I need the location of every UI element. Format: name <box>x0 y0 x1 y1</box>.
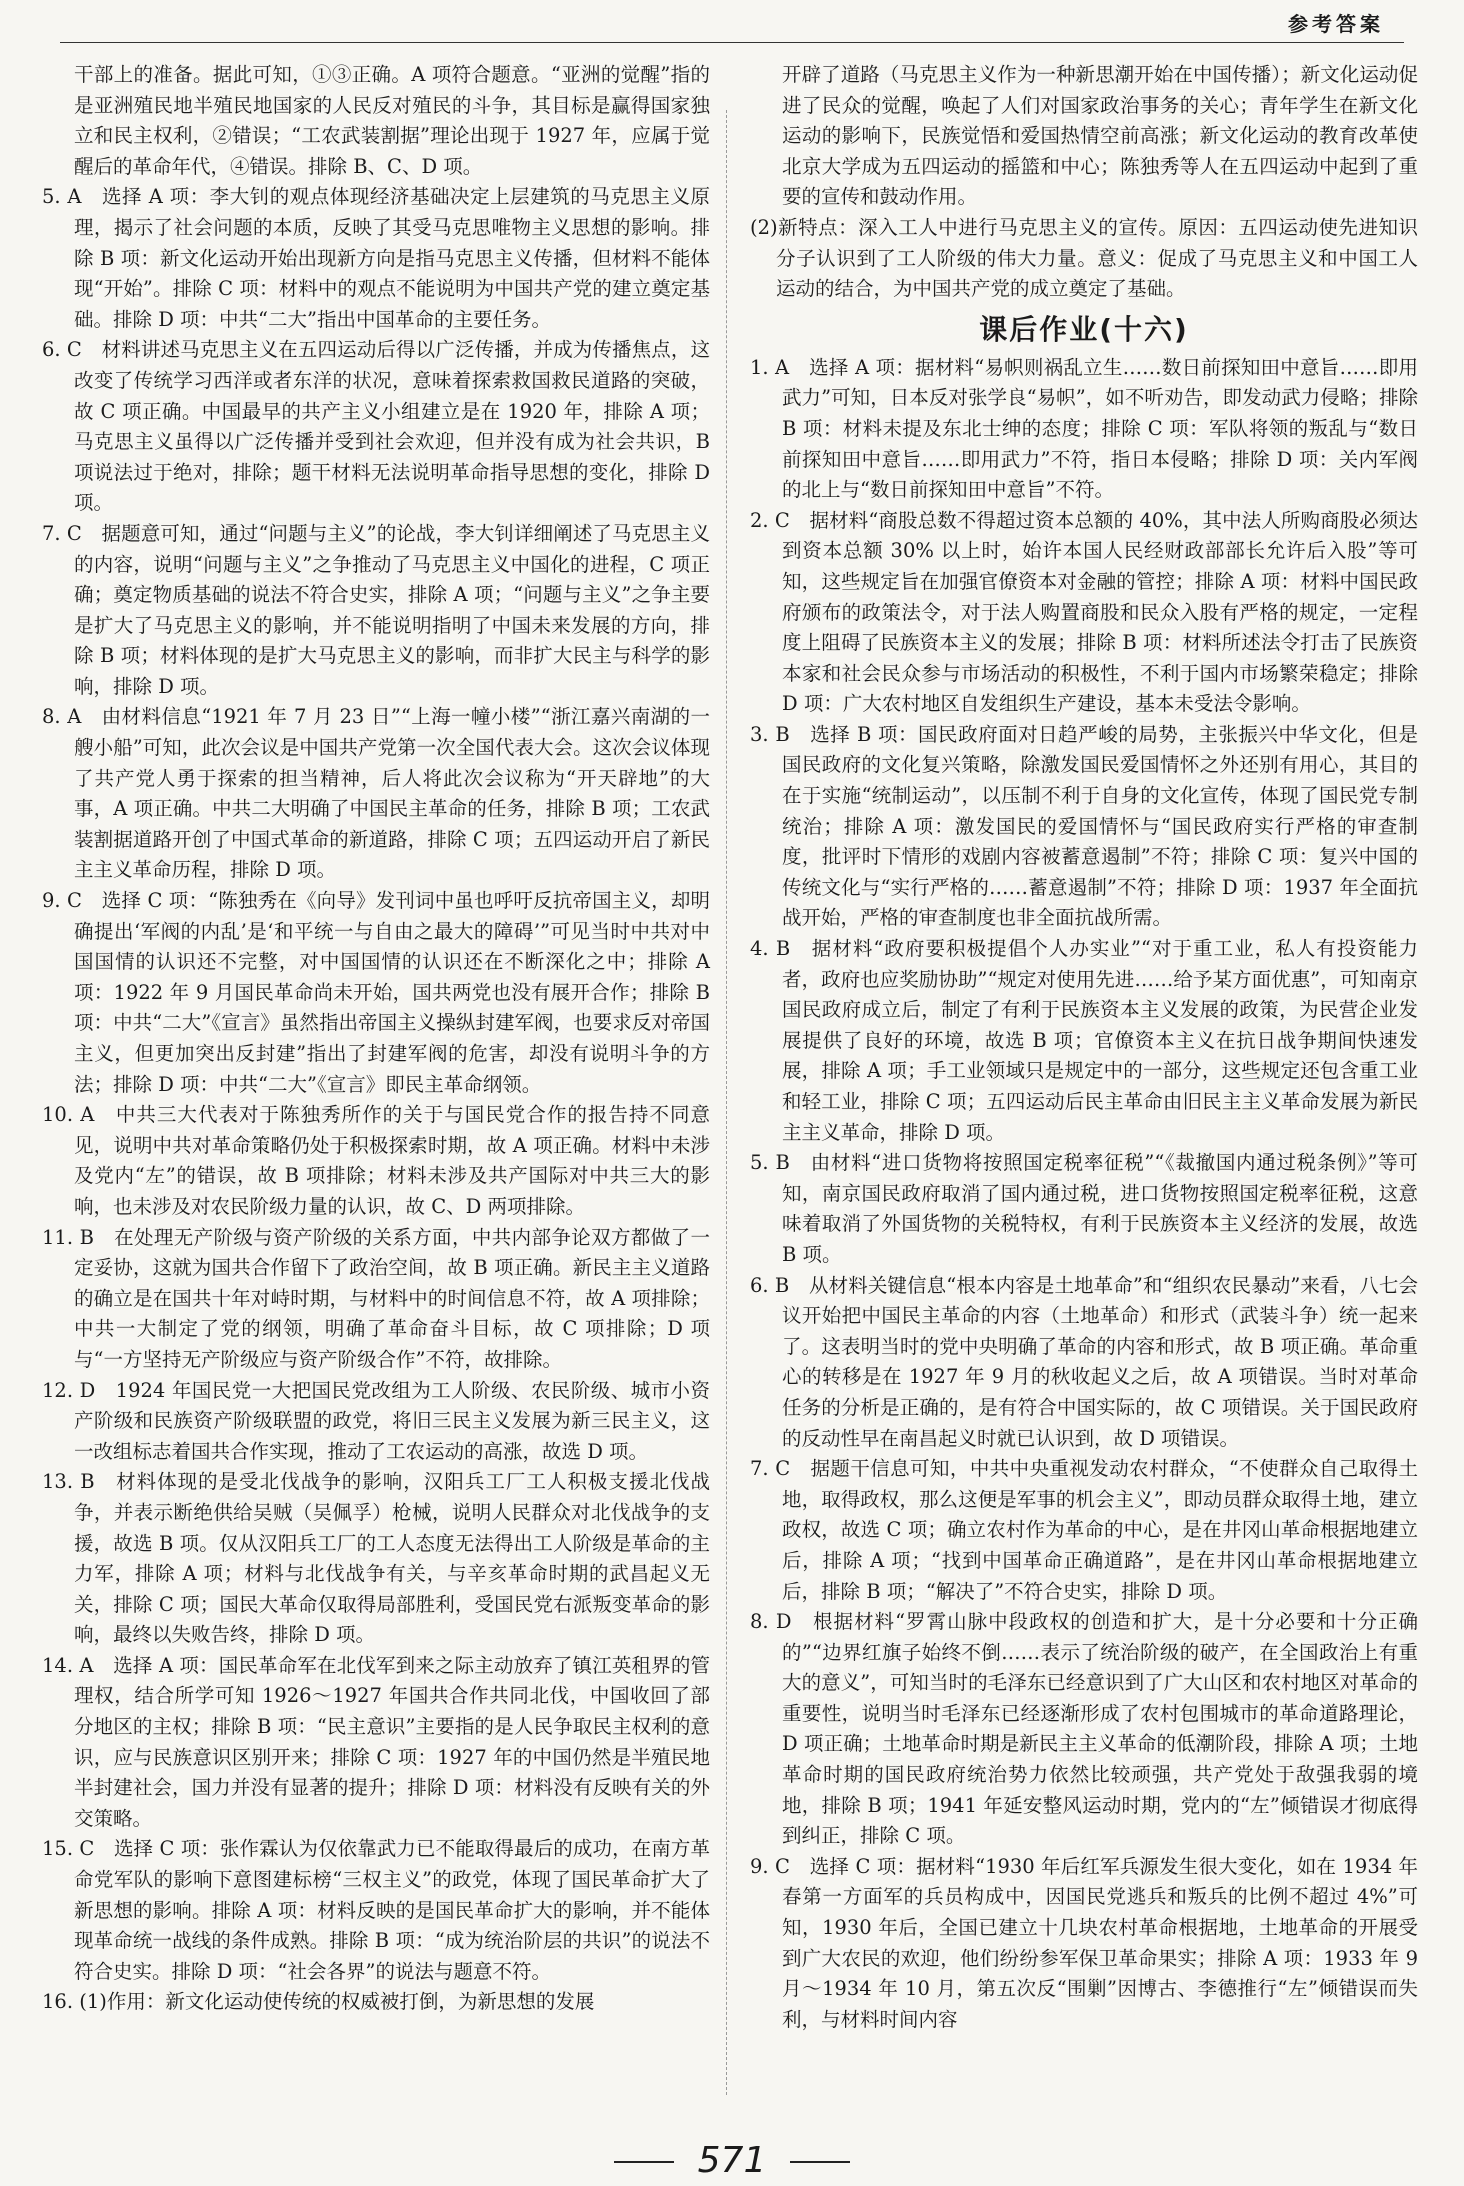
left-column <box>42 60 710 2018</box>
answer-item: 5. B 由材料“进口货物将按照国定税率征税”“《裁撤国内通过税条例》”等可知，南京国民政府取消了国内通过税，进口货物按照国定税率征税，这意味着取消了外国货物的关税特权，有利于民族资本主义经济的发展，故选 B 项。 <box>750 1151 1418 1266</box>
right-column-bottom <box>750 353 1418 2036</box>
answer-item: 8. D 根据材料“罗霄山脉中段政权的创造和扩大，是十分必要和十分正确的”“边界红旗子始终不倒……表示了统治阶级的破产，在全国政治上有重大的意义”，可知当时的毛泽东已经意识到了广大山区和农村地区对革命的重要性，说明当时毛泽东已经逐渐形成了农村包围城市的革命道路理论，D 项正确；土地革命时期是新民主主义革命的低潮阶段，排除 A 项；土地革命时期的国民政府统治势力依然比较顽强，共产党处于敌强我弱的境地，排除 B 项；1941 年延安整风运动时期，党内的“左”倾错误才彻底得到纠正，排除 C 项。 <box>750 1610 1418 1848</box>
answer-item: 3. B 选择 B 项：国民政府面对日趋严峻的局势，主张振兴中华文化，但是国民政府的文化复兴策略，除激发国民爱国情怀之外还别有用心，其目的在于实施“统制运动”，以压制不利于自身的文化宣传，体现了国民党专制统治；排除 A 项：激发国民的爱国情怀与“国民政府实行严格的审查制度，批评时下情形的戏剧内容被蓄意遏制”不符；排除 C 项：复兴中国的传统文化与“实行严格的……蓄意遏制”不符；排除 D 项：1937 年全面抗战开始，严格的审查制度也非全面抗战所需。 <box>750 722 1418 930</box>
right-column-top <box>750 60 1418 305</box>
answer-item: 9. C 选择 C 项：据材料“1930 年后红军兵源发生很大变化，如在 1934 年春第一方面军的兵员构成中，因国民党逃兵和叛兵的比例不超过 4%”可知，1930 年后，全国已建立十几块农村革命根据地，土地革命的开展受到广大农民的欢迎，他们纷纷参军保卫革命果实；排除 A 项：1933 年 9 月～1934 年 10 月，第五次反“围剿”因博古、李德推行“左”倾错误而失利，与材料时间内容 <box>750 1854 1418 2031</box>
answer-item: 6. B 从材料关键信息“根本内容是土地革命”和“组织农民暴动”来看，八七会议开始把中国民主革命的内容（土地革命）和形式（武装斗争）统一起来了。这表明当时的党中央明确了革命的内容和形式，故 B 项正确。革命重心的转移是在 1927 年 9 月的秋收起义之后，故 A 项错误。当时对革命任务的分析是正确的，是有符合中国实际的，故 C 项错误。关于国民政府的反动性早在南昌起义时就已认识到，故 D 项错误。 <box>750 1273 1418 1450</box>
answer-item: 7. C 据题意可知，通过“问题与主义”的论战，李大钊详细阐述了马克思主义的内容，说明“问题与主义”之争推动了马克思主义中国化的进程，C 项正确；奠定物质基础的说法不符合史实，排除 A 项；“问题与主义”之争主要是扩大了马克思主义的影响，并不能说明指明了中国未来发展的方向，排除 B 项；材料体现的是扩大马克思主义的影响，而非扩大民主与科学的影响，排除 D 项。 <box>42 521 710 698</box>
answer-item: 11. B 在处理无产阶级与资产阶级的关系方面，中共内部争论双方都做了一定妥协，这就为国共合作留下了政治空间，故 B 项正确。新民主主义道路的确立是在国共十年对峙时期，与材料中的时间信息不符，故 A 项排除；中共一大制定了党的纲领，明确了革命奋斗目标，故 C 项排除；D 项与“一方坚持无产阶级应与资产阶级合作”不符，故排除。 <box>42 1225 710 1371</box>
answer-item: 6. C 材料讲述马克思主义在五四运动后得以广泛传播，并成为传播焦点，这改变了传统学习西洋或者东洋的状况，意味着探索救国救民道路的突破，故 C 项正确。中国最早的共产主义小组建立是在 1920 年，排除 A 项；马克思主义虽得以广泛传播并受到社会欢迎，但并没有成为社会共识，B 项说法过于绝对，排除；题干材料无法说明革命指导思想的变化，排除 D 项。 <box>42 338 710 515</box>
answer-item: 15. C 选择 C 项：张作霖认为仅依靠武力已不能取得最后的成功，在南方革命党军队的影响下意图建标榜“三权主义”的政党，体现了国民革命扩大了新思想的影响。排除 A 项：材料反映的是国民革命扩大的影响，并不能体现革命统一战线的条件成熟。排除 B 项：“成为统治阶层的共识”的说法不符合史实。排除 D 项：“社会各界”的说法与题意不符。 <box>42 1837 710 1983</box>
answer-item: 7. C 据题干信息可知，中共中央重视发动农村群众，“不使群众自己取得土地，取得政权，那么这便是军事的机会主义”，即动员群众取得土地，建立政权，故选 C 项；确立农村作为革命的中心，是在井冈山革命根据地建立后，排除 A 项；“找到中国革命正确道路”，是在井冈山革命根据地建立后，排除 B 项；“解决了”不符合史实，排除 D 项。 <box>750 1457 1418 1603</box>
page-footer <box>0 2140 1464 2181</box>
answer-item: 12. D 1924 年国民党一大把国民党改组为工人阶级、农民阶级、城市小资产阶级和民族资产阶级联盟的政党，将旧三民主义发展为新三民主义，这一改组标志着国共合作实现，推动了工农运动的高涨，故选 D 项。 <box>42 1378 710 1463</box>
column-divider <box>726 110 727 2095</box>
answer-item: 2. C 据材料“商股总数不得超过资本总额的 40%，其中法人所购商股必须达到资本总额 30% 以上时，始许本国人民经财政部部长允许后入股”等可知，这些规定旨在加强官僚资本对金融的管控；排除 A 项：材料中国民政府颁布的政策法令，对于法人购置商股和民众入股有严格的规定，一定程度上阻碍了民族资本主义的发展；排除 B 项：材料所述法令打击了民族资本家和社会民众参与市场活动的积极性，不利于国内市场繁荣稳定；排除 D 项：广大农村地区自发组织生产建设，基本未受法令影响。 <box>750 508 1418 716</box>
answer-item: 14. A 选择 A 项：国民革命军在北伐军到来之际主动放弃了镇江英租界的管理权，结合所学可知 1926～1927 年国共合作共同北伐，中国收回了部分地区的主权；排除 B 项：“民主意识”主要指的是人民争取民主权利的意识，应与民族意识区别开来；排除 C 项：1927 年的中国仍然是半殖民地半封建社会，国力并没有显著的提升；排除 D 项：材料没有反映有关的外交策略。 <box>42 1653 710 1830</box>
answer-item: 10. A 中共三大代表对于陈独秀所作的关于与国民党合作的报告持不同意见，说明中共对革命策略仍处于积极探索时期，故 A 项正确。材料中未涉及党内“左”的错误，故 B 项排除；材料未涉及共产国际对中共三大的影响，也未涉及对农民阶级力量的认识，故 C、D 两项排除。 <box>42 1103 710 1218</box>
answer-paragraph: (2)新特点：深入工人中进行马克思主义的宣传。原因：五四运动使先进知识分子认识到了工人阶级的伟大力量。意义：促成了马克思主义和中国工人运动的结合，为中国共产党的成立奠定了基础。 <box>750 215 1418 301</box>
footer-dash-left <box>614 2161 674 2163</box>
answer-item: 16. (1)作用：新文化运动使传统的权威被打倒，为新思想的发展 <box>42 1990 595 2014</box>
answer-paragraph: 干部上的准备。据此可知，①③正确。A 项符合题意。“亚洲的觉醒”指的是亚洲殖民地半殖民地国家的人民反对殖民的斗争，其目标是赢得国家独立和民主权利，②错误；“工农武装割据”理论出现于 1927 年，应属于觉醒后的革命年代，④错误。排除 B、C、D 项。 <box>74 63 710 178</box>
answer-paragraph: 开辟了道路（马克思主义作为一种新思潮开始在中国传播）；新文化运动促进了民众的觉醒，唤起了人们对国家政治事务的关心；青年学生在新文化运动的影响下，民族觉悟和爱国热情空前高涨；新文化运动的教育改革使北京大学成为五四运动的摇篮和中心；陈独秀等人在五四运动中起到了重要的宣传和鼓动作用。 <box>782 63 1418 209</box>
section-title: 课后作业(十六) <box>979 312 1189 346</box>
answer-item: 9. C 选择 C 项：“陈独秀在《向导》发刊词中虽也呼吁反抗帝国主义，却明确提出‘军阀的内乱’是‘和平统一与自由之最大的障碍’”可见当时中共对中国国情的认识还不完整，对中国国情的认识还在不断深化之中；排除 A 项：1922 年 9 月国民革命尚未开始，国共两党也没有展开合作；排除 B 项：中共“二大”《宣言》虽然指出帝国主义操纵封建军阀，也要求反对帝国主义，但更加突出反封建”指出了封建军阀的危害，却没有说明斗争的方法；排除 D 项：中共“二大”《宣言》即民主革命纲领。 <box>42 889 710 1096</box>
answer-item: 8. A 由材料信息“1921 年 7 月 23 日”“上海一幢小楼”“浙江嘉兴南湖的一艘小船”可知，此次会议是中国共产党第一次全国代表大会。这次会议体现了共产党人勇于探索的担当精神，后人将此次会议称为“开天辟地”的大事，A 项正确。中共二大明确了中国民主革命的任务，排除 B 项；工农武装割据道路开创了中国式革命的新道路，排除 C 项；五四运动开启了新民主主义革命历程，排除 D 项。 <box>42 705 710 882</box>
answer-item: 4. B 据材料“政府要积极提倡个人办实业”“对于重工业，私人有投资能力者，政府也应奖励协助”“规定对使用先进……给予某方面优惠”，可知南京国民政府成立后，制定了有利于民族资本主义发展的政策，为民营企业发展提供了良好的环境，故选 B 项；官僚资本主义在抗日战争期间快速发展，排除 A 项；手工业领域只是规定中的一部分，这些规定还包含重工业和轻工业，排除 C 项；五四运动后民主革命由旧民主主义革命发展为新民主主义革命，排除 D 项。 <box>750 937 1418 1144</box>
answer-item: 1. A 选择 A 项：据材料“易帜则祸乱立生……数日前探知田中意旨……即用武力”可知，日本反对张学良“易帜”，如不听劝告，即发动武力侵略；排除 B 项：材料未提及东北士绅的态度；排除 C 项：军队将领的叛乱与“数日前探知田中意旨……即用武力”不符，指日本侵略；排除 D 项：关内军阀的北上与“数日前探知田中意旨”不符。 <box>750 355 1418 502</box>
page-number: 571 <box>697 2140 767 2181</box>
answer-item: 13. B 材料体现的是受北伐战争的影响，汉阳兵工厂工人积极支援北伐战争，并表示断绝供给吴贼（吴佩孚）枪械，说明人民群众对北伐战争的支援，故选 B 项。仅从汉阳兵工厂的工人态度无法得出工人阶级是革命的主力军，排除 A 项；材料与北伐战争有关，与辛亥革命时期的武昌起义无关，排除 C 项；国民大革命仅取得局部胜利，受国民党右派叛变革命的影响，最终以失败告终，排除 D 项。 <box>42 1470 710 1647</box>
header-title: 参考答案 <box>1288 12 1384 36</box>
footer-dash-right <box>790 2161 850 2163</box>
page-header <box>0 0 1464 48</box>
right-column <box>750 60 1418 2035</box>
header-rule <box>60 42 1404 43</box>
answer-item: 5. A 选择 A 项：李大钊的观点体现经济基础决定上层建筑的马克思主义原理，揭示了社会问题的本质，反映了其受马克思唯物主义思想的影响。排除 B 项：新文化运动开始出现新方向是指马克思主义传播，但材料不能体现“开始”。排除 C 项：材料中的观点不能说明为中国共产党的建立奠定基础。排除 D 项：中共“二大”指出中国革命的主要任务。 <box>42 185 710 331</box>
